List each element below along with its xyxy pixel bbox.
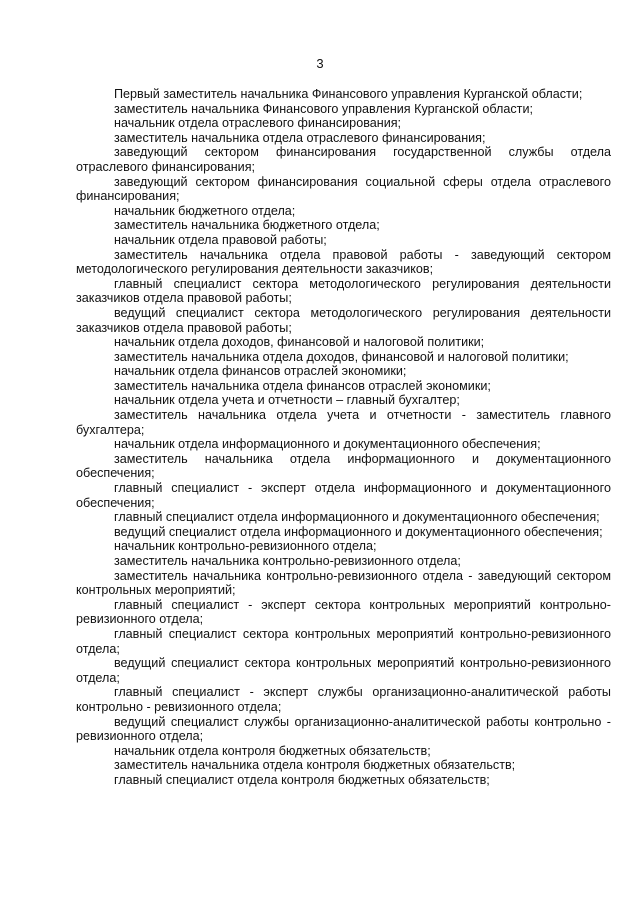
position-list-item: начальник отдела контроля бюджетных обязательств; <box>114 743 431 758</box>
position-list-item: заместитель начальника отдела финансов отраслей экономики; <box>114 378 491 393</box>
position-list-item: главный специалист сектора методологического регулирования деятельности заказчиков отдела правовой работы; <box>76 276 611 306</box>
position-list-item: заведующий сектором финансирования социальной сферы отдела отраслевого финансирования; <box>76 174 611 204</box>
position-list-item: главный специалист отдела информационного и документационного обеспечения; <box>114 510 600 525</box>
position-list-item: начальник отдела финансов отраслей экономики; <box>114 364 407 379</box>
position-list-item: главный специалист - эксперт отдела информационного и документационного обеспечения; <box>76 481 611 510</box>
position-list-item: главный специалист - эксперт сектора контрольных мероприятий контрольно-ревизионного отдела; <box>76 597 611 627</box>
position-list-item: главный специалист отдела контроля бюджетных обязательств; <box>114 772 490 787</box>
position-list-item: заместитель начальника отдела правовой работы - заведующий сектором методологического регулирования деятельности заказчиков; <box>76 247 611 277</box>
position-list-item: заместитель начальника отдела информационного и документационного обеспечения; <box>76 451 611 481</box>
position-list-item: заместитель начальника Финансового управления Курганской области; <box>114 101 533 116</box>
position-list-item: заместитель начальника контрольно-ревизионного отдела; <box>114 554 461 568</box>
position-list-item: заместитель начальника отдела доходов, финансовой и налоговой политики; <box>114 349 569 364</box>
position-list-item: заместитель начальника контрольно-ревизионного отдела - заведующий сектором контрольных мероприятий; <box>76 568 611 598</box>
position-list-item: начальник отдела учета и отчетности – главный бухгалтер; <box>114 393 460 408</box>
position-list-item: начальник контрольно-ревизионного отдела; <box>114 539 377 554</box>
position-list-item: ведущий специалист отдела информационного и документационного обеспечения; <box>114 524 603 539</box>
position-list-item: начальник отдела отраслевого финансирования; <box>114 116 402 131</box>
position-list-item: начальник отдела правовой работы; <box>114 232 327 247</box>
position-list-item: начальник бюджетного отдела; <box>114 203 296 218</box>
document-body <box>76 87 611 788</box>
position-list-item: ведущий специалист сектора контрольных мероприятий контрольно-ревизионного отдела; <box>76 656 611 685</box>
position-list-item: заместитель начальника бюджетного отдела; <box>114 218 380 233</box>
position-list-item: главный специалист - эксперт службы организационно-аналитической работы контрольно - ревизионного отдела; <box>76 685 611 714</box>
position-list-item: заведующий сектором финансирования государственной службы отдела отраслевого финансирования; <box>76 145 611 174</box>
position-list-item: ведущий специалист службы организационно-аналитической работы контрольно - ревизионного отдела; <box>76 714 611 744</box>
position-list-item: начальник отдела информационного и документационного обеспечения; <box>114 437 541 452</box>
position-list-item: главный специалист сектора контрольных мероприятий контрольно-ревизионного отдела; <box>76 626 611 656</box>
position-list-item: начальник отдела доходов, финансовой и налоговой политики; <box>114 335 485 350</box>
position-list-item: заместитель начальника отдела отраслевого финансирования; <box>114 130 486 145</box>
position-list-item: заместитель начальника отдела учета и отчетности - заместитель главного бухгалтера; <box>76 408 611 437</box>
position-list-item: заместитель начальника отдела контроля бюджетных обязательств; <box>114 758 516 773</box>
position-list-item: ведущий специалист сектора методологического регулирования деятельности заказчиков отдела правовой работы; <box>76 305 611 335</box>
page-number: 3 <box>316 56 324 71</box>
position-list-item: Первый заместитель начальника Финансового управления Курганской области; <box>114 87 583 101</box>
